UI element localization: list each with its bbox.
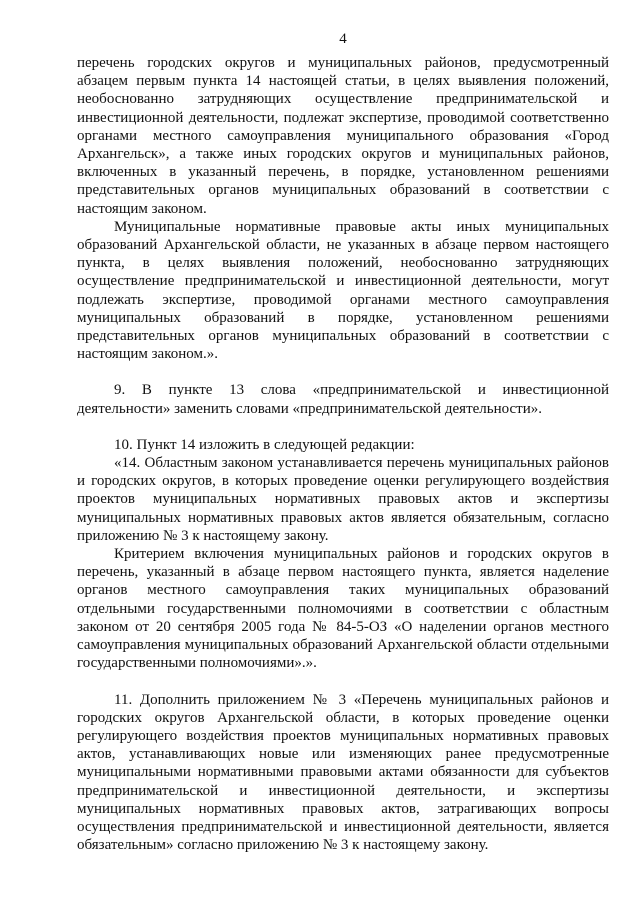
paragraph-item-9: 9. В пункте 13 слова «предпринимательской и инвестиционной деятельности» заменить словами «предпринимательской деятельности». [77,382,609,417]
paragraph-other-municipal-acts: Муниципальные нормативные правовые акты иных муниципальных образований Архангельской области, не указанных в абзаце первом настоящего пункта, в целях выявления положений, необоснованно затрудняющих осуществление предпринимательской и инвестиционной деятельности, могут подлежать экспертизе, проводимой органами местного самоуправления муниципальных образований в порядке, установленном решениями представительных органов муниципальных образований в соответствии с настоящим законом.». [77,218,609,363]
paragraph-inclusion-criterion: Критерием включения муниципальных районов и городских округов в перечень, указанный в абзаце первом настоящего пункта, является наделение органов местного самоуправления таких муниципальных образований отдельными государственными полномочиями в соответствии с областным законом от 20 сентября 2005 года № 84-5-ОЗ «О наделении органов местного самоуправления муниципальных образований Архангельской области отдельными государственными полномочиями».». [77,546,609,672]
paragraph-item-11: 11. Дополнить приложением № 3 «Перечень муниципальных районов и городских округов Архангельской области, в которых проведение оценки регулирующего воздействия проектов муниципальных нормативных правовых актов, устанавливающих новые или изменяющих ранее предусмотренные муниципальными нормативными правовыми актами обязанности для субъектов предпринимательской и инвестиционной деятельности, и экспертизы муниципальных нормативных правовых актов, затрагивающих вопросы осуществления предпринимательской и инвестиционной деятельности, является обязательным» согласно приложению № 3 к настоящему закону. [77,691,609,854]
document-page [77,30,609,854]
paragraph-item-10: 10. Пункт 14 изложить в следующей редакции: [114,436,415,453]
paragraph-point-14: «14. Областным законом устанавливается перечень муниципальных районов и городских округов, в которых проведение оценки регулирующего воздействия проектов муниципальных нормативных правовых актов и экспертизы муниципальных нормативных правовых актов является обязательным, согласно приложению № 3 к настоящему закону. [77,455,609,544]
page-number: 4 [339,31,347,47]
paragraph-municipal-list: перечень городских округов и муниципальных районов, предусмотренный абзацем первым пункта 14 настоящей статьи, в целях выявления положений, необоснованно затрудняющих осуществление предпринимательской и инвестиционной деятельности, подлежат экспертизе, проводимой соответственно органами местного самоуправления муниципального образования «Город Архангельск», а также иных городских округов и муниципальных районов, включенных в указанный перечень, в порядке, установленном решениями представительных органов муниципальных образований в соответствии с настоящим законом. [77,55,609,217]
